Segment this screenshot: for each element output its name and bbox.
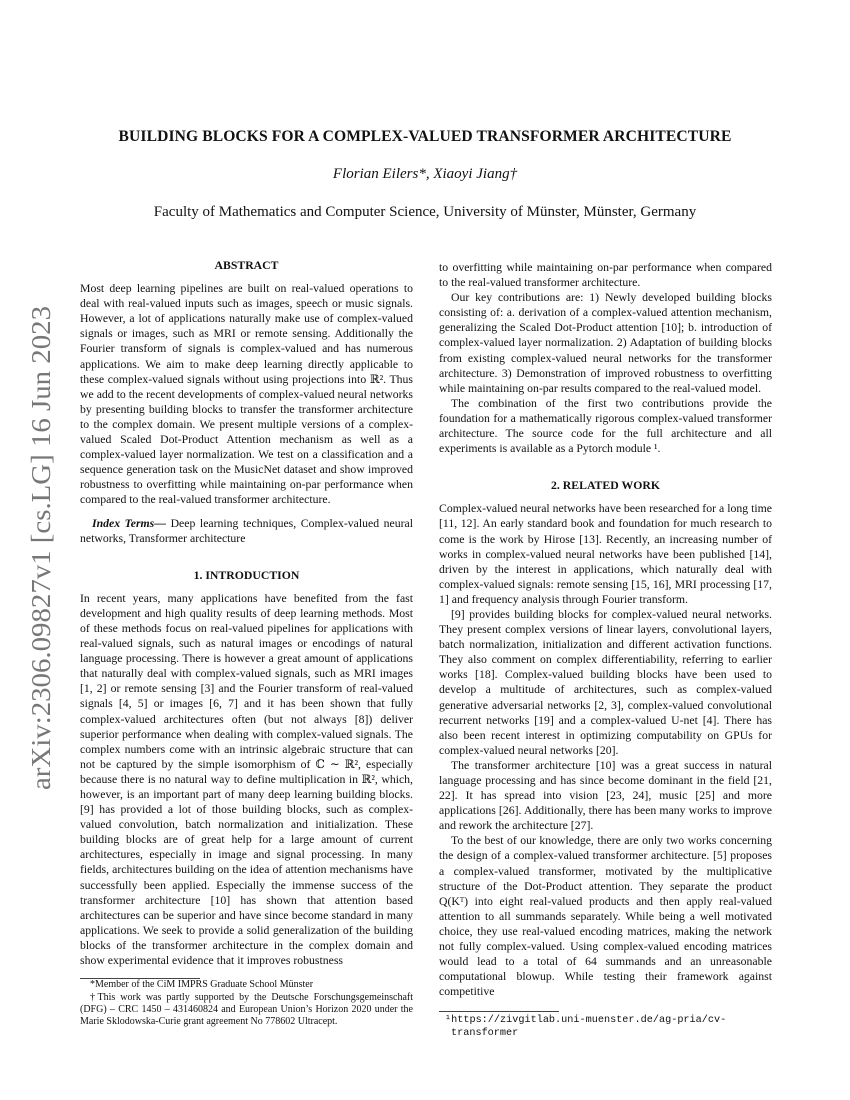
- index-terms: [80, 516, 413, 546]
- index-terms-label: Index Terms—: [92, 516, 166, 530]
- introduction-text: In recent years, many applications have benefited from the fast development and high quality results of deep learning methods. Most of these methods focus on real-valued pipelines for applications with real-valued signals, such as natural images or encodings of natural language processing. There is however a great amount of applications that naturally deal with complex-valued signals, such as MRI images [1, 2] or remote sensing [3] and the Fourier transform of real-valued signals [4, 5] or images [6, 7] and it has been shown that fully complex-valued architectures often (but not always [8]) deliver superior performance when dealing with complex-valued signals. The complex numbers come with an intrinsic algebraic structure that can not be captured by the simple isomorphism of ℂ ∼ ℝ², especially because there is no natural way to define multiplication in ℝ², which, however, is an important part of many deep learning building blocks. [9] has provided a lot of those building blocks, such as complex-valued convolution, batch normalization and initialization. These building blocks are of great help for a large amount of current architectures, especially in image and signal processing. In many fields, architectures building on the idea of attention mechanisms have successfully been applied. Especially the immense success of the transformer architecture [10] has shown that attention based architectures can be superior and have since become standard in many applications. We seek to provide a solid generalization of the building blocks of the transformer architecture in the complex domain and show experimental evidence that it improves robustness: [80, 591, 413, 968]
- arxiv-id-text: arXiv:2306.09827v1 [cs.LG] 16 Jun 2023: [25, 328, 56, 790]
- right-column: [439, 260, 772, 1040]
- code-availability-paragraph: The combination of the first two contributions provide the foundation for a mathematically rigorous complex-valued transformer architecture. The source code for the full architecture and all experiments is available as a Pytorch module ¹.: [439, 396, 772, 456]
- paper-title: BUILDING BLOCKS FOR A COMPLEX-VALUED TRANSFORMER ARCHITECTURE: [118, 128, 732, 145]
- footnote-code-url: ¹https://zivgitlab.uni-muenster.de/ag-pria/cv-transformer: [445, 1015, 727, 1039]
- contributions-paragraph: Our key contributions are: 1) Newly developed building blocks consisting of: a. derivation of a complex-valued attention mechanism, generalizing the Scaled Dot-Product attention [10]; b. introduction of complex-valued layer normalization. 2) Adaptation of building blocks from existing complex-valued neural networks for the transformer architecture. 3) Demonstration of improved robustness to overfitting while maintaining on-par results compared to the real-valued model.: [439, 291, 772, 395]
- footnote-1: *Member of the CiM IMPRS Graduate School Münster: [90, 979, 314, 991]
- right-footnote: [439, 1011, 772, 1040]
- footnote-2: †This work was partly supported by the Deutsche Forschungsgemeinschaft (DFG) – CRC 1450 – 431460824 and European Union’s Horizon 2020 under the Marie Sklodowska-Curie grant agreement No 778602 Ultracept.: [80, 991, 413, 1028]
- arxiv-identifier: [14, 300, 60, 800]
- intro-continued: to overfitting while maintaining on-par performance when compared to the real-valued transformer architecture.: [439, 261, 772, 290]
- related-work-p1: Complex-valued neural networks have been researched for a long time [11, 12]. An early standard book and foundation for much research to come is the work by Hirose [13]. Recently, an increasing number of works in complex-valued neural networks have been published [14], driven by the interest in applications, which naturally deal with complex-valued signals: remote sensing [15, 16], MRI processing [17, 1] and frequency analysis through Fourier transform.: [439, 502, 772, 606]
- left-column: [80, 258, 413, 1029]
- paper-affiliation: Faculty of Mathematics and Computer Science, University of Münster, Münster, Germany: [153, 204, 697, 220]
- related-work-p2: [9] provides building blocks for complex-valued neural networks. They present complex versions of linear layers, convolutional layers, batch normalization, initialization and different activation functions. They also comment on complex differentiability, referring to earlier works [18]. Complex-valued building blocks have been used to develop a multitude of architectures, such as complex-valued generative adversarial networks [2, 3], complex-valued convolutional recurrent networks [19] and a complex-valued U-net [4]. There has also been recent interest in optimizing computability on GPUs for complex-valued neural networks [20].: [439, 607, 772, 757]
- related-work-heading: 2. RELATED WORK: [551, 479, 660, 493]
- related-work-p3: The transformer architecture [10] was a great success in natural language processing and has since become dominant in the field [21, 22]. It has spread into vision [23, 24], music [25] and more applications [26]. Additionally, there has been many works to improve and rework the architecture [27].: [439, 758, 772, 833]
- introduction-heading: 1. INTRODUCTION: [193, 568, 300, 582]
- related-work-p4: To the best of our knowledge, there are only two works concerning the design of a complex-valued transformer architecture. [5] proposes a complex-valued transformer, motivated by the multiplicative structure of the Dot-Product attention. They separate the product Q(Kᵀ) into eight real-valued products and then apply real-valued attention to all summands separately. While being a well motivated choice, they use real-valued encoding matrices, making the network not fully complex-valued. Using complex-valued encoding matrices would lead to a total of 64 summands and an unreasonable computational blowup. While testing their framework against competitive: [439, 834, 772, 999]
- abstract-text: Most deep learning pipelines are built on real-valued operations to deal with real-valued inputs such as images, speech or music signals. However, a lot of applications naturally make use of complex-valued signals or images, such as MRI or remote sensing. Additionally the Fourier transform of signals is complex-valued and has numerous applications. We aim to make deep learning directly applicable to these complex-valued signals without using projections into ℝ². Thus we add to the recent developments of complex-valued neural networks by presenting building blocks to transfer the transformer architecture to the complex domain. We present multiple versions of a complex-valued Scaled Dot-Product Attention mechanism as well as a complex-valued layer normalization. We test on a classification and a sequence generation task on the MusicNet dataset and show improved robustness to overfitting while maintaining on-par performance when compared to the real-valued transformer architecture.: [80, 282, 413, 507]
- index-terms-text: Deep learning techniques, Complex-valued neural networks, Transformer architecture: [80, 516, 413, 545]
- footnotes: [80, 979, 413, 1029]
- paper-authors: Florian Eilers*, Xiaoyi Jiang†: [332, 166, 518, 182]
- abstract-heading: ABSTRACT: [214, 259, 279, 272]
